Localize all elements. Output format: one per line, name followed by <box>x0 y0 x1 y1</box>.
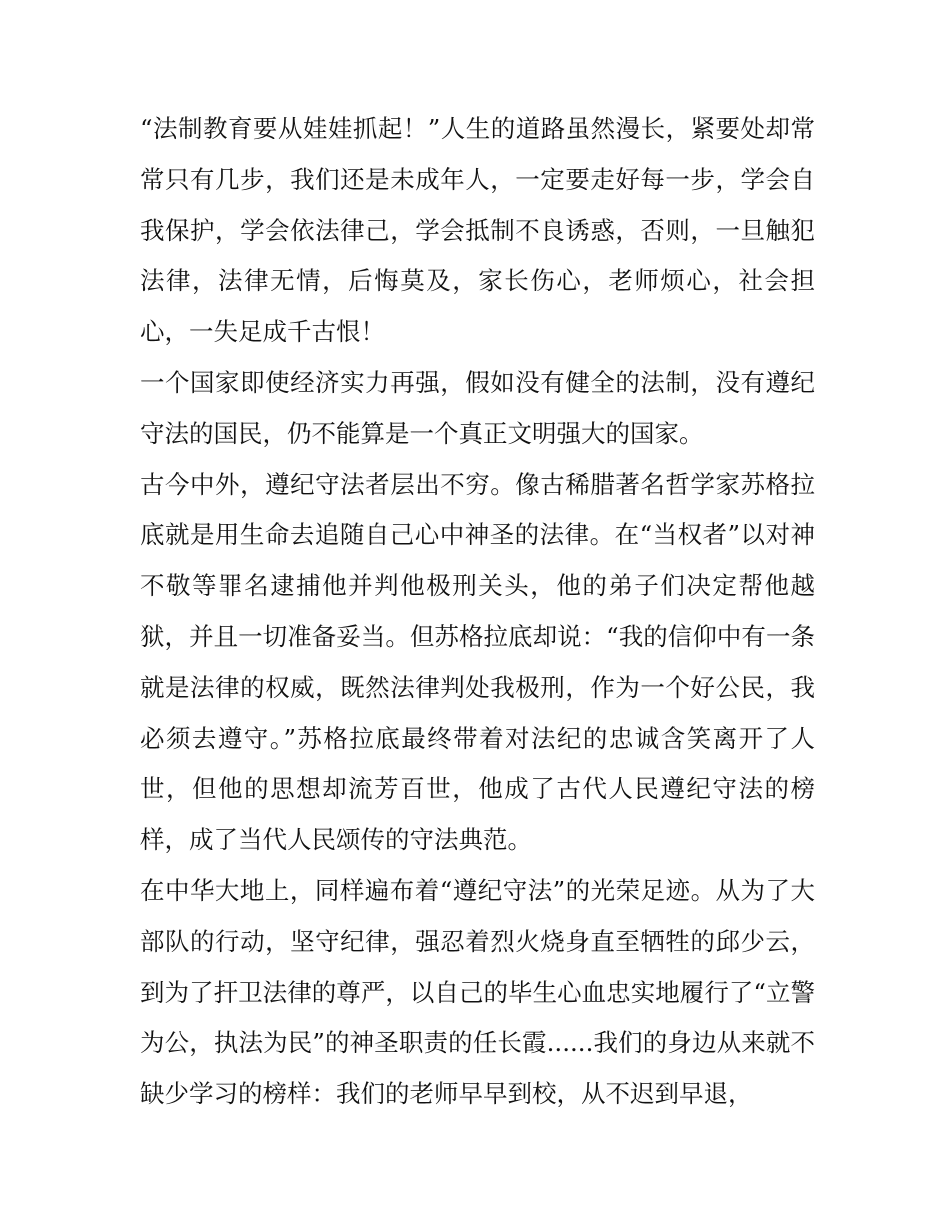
paragraph-2: 一个国家即使经济实力再强，假如没有健全的法制，没有遵纪守法的国民，仍不能算是一个真正文明强大的国家。 <box>140 367 815 448</box>
document-body <box>140 104 815 1120</box>
paragraph-1: “法制教育要从娃娃抓起！”人生的道路虽然漫长，紧要处却常常只有几步，我们还是未成年人，一定要走好每一步，学会自我保护，学会依法律己，学会抵制不良诱惑，否则，一旦触犯法律，法律无情，后悔莫及，家长伤心，老师烦心，社会担心，一失足成千古恨！ <box>140 114 815 347</box>
paragraph-3: 古今中外，遵纪守法者层出不穷。像古稀腊著名哲学家苏格拉底就是用生命去追随自己心中神圣的法律。在“当权者”以对神不敬等罪名逮捕他并判他极刑关头，他的弟子们决定帮他越狱，并且一切准备妥当。但苏格拉底却说：“我的信仰中有一条就是法律的权威，既然法律判处我极刑，作为一个好公民，我必须去遵守。”苏格拉底最终带着对法纪的忠诚含笑离开了人世，但他的思想却流芳百世，他成了古代人民遵纪守法的榜样，成了当代人民颂传的守法典范。 <box>140 469 815 855</box>
paragraph-4: 在中华大地上，同样遍布着“遵纪守法”的光荣足迹。从为了大部队的行动，坚守纪律，强忍着烈火烧身直至牺牲的邱少云，到为了扞卫法律的尊严，以自己的毕生心血忠实地履行了“立警为公，执法为民”的神圣职责的任长霞......我们的身边从来就不缺少学习的榜样：我们的老师早早到校，从不迟到早退， <box>140 875 815 1109</box>
